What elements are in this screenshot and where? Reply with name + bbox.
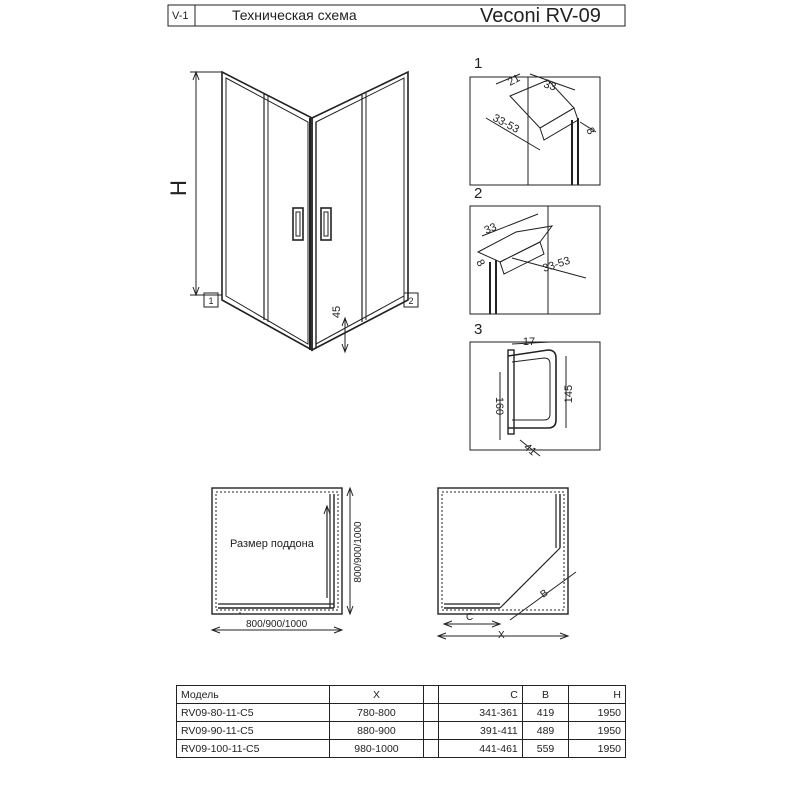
detail-2-dim-c: 8 — [473, 257, 487, 269]
detail-1-dim-a: 21 — [505, 72, 523, 89]
detail-1-dim-b: 33 — [542, 78, 558, 94]
detail-2-dim-a: 33 — [482, 221, 499, 237]
col-h: H — [569, 686, 626, 704]
cell-x: 880-900 — [330, 722, 424, 740]
plan-width-label: 800/900/1000 — [246, 619, 308, 630]
spec-table — [176, 685, 626, 758]
table-row — [177, 740, 626, 758]
table-row — [177, 722, 626, 740]
cell-c: 341-361 — [439, 704, 522, 722]
c-label: C — [466, 612, 474, 623]
callout-1-label: 1 — [208, 296, 214, 306]
cell-empty — [423, 722, 439, 740]
detail-3-dim-c: 145 — [563, 384, 575, 404]
col-b: B — [522, 686, 568, 704]
brand-model: Veconi RV-09 — [480, 5, 601, 27]
cell-model: RV09-80-11-C5 — [177, 704, 330, 722]
b-label: B — [538, 587, 551, 601]
table-header-row — [177, 686, 626, 704]
cell-empty — [423, 704, 439, 722]
plan-depth-label: 800/900/1000 — [353, 521, 364, 583]
cell-x: 780-800 — [330, 704, 424, 722]
callout-2-label: 2 — [408, 296, 414, 306]
sheet-code: V-1 — [172, 10, 189, 22]
detail-3-dim-d: 41 — [521, 441, 539, 459]
detail-3-number: 3 — [474, 321, 483, 338]
cell-model: RV09-100-11-C5 — [177, 740, 330, 758]
cell-model: RV09-90-11-C5 — [177, 722, 330, 740]
cell-x: 980-1000 — [330, 740, 424, 758]
detail-2-dim-b: 33-53 — [541, 254, 572, 275]
tray-size-label: Размер поддона — [230, 538, 314, 550]
height-offset-label: 45 — [331, 305, 343, 319]
main-view-drawing — [190, 72, 418, 352]
table-row — [177, 704, 626, 722]
height-label: H — [166, 180, 191, 196]
detail-3-dim-a: 17 — [522, 336, 536, 348]
detail-2-number: 2 — [474, 185, 483, 202]
plan-right-drawing — [438, 488, 576, 639]
cell-b: 419 — [522, 704, 568, 722]
cell-h: 1950 — [569, 704, 626, 722]
cell-h: 1950 — [569, 722, 626, 740]
cell-c: 391-411 — [439, 722, 522, 740]
col-model: Модель — [177, 686, 330, 704]
col-x: X — [330, 686, 424, 704]
col-c: C — [439, 686, 522, 704]
cell-b: 559 — [522, 740, 568, 758]
cell-c: 441-461 — [439, 740, 522, 758]
detail-1-dim-d: 8 — [583, 125, 597, 137]
cell-h: 1950 — [569, 740, 626, 758]
col-empty — [423, 686, 439, 704]
sheet-title: Техническая схема — [232, 7, 357, 23]
x-label: X — [498, 630, 505, 641]
plan-left-drawing — [212, 488, 353, 633]
detail-1-drawing — [470, 74, 600, 185]
cell-empty — [423, 740, 439, 758]
detail-3-dim-b: 160 — [493, 396, 505, 416]
detail-1-dim-c: 33-53 — [490, 112, 522, 136]
cell-b: 489 — [522, 722, 568, 740]
detail-1-number: 1 — [474, 55, 483, 72]
detail-3-drawing — [470, 342, 600, 459]
